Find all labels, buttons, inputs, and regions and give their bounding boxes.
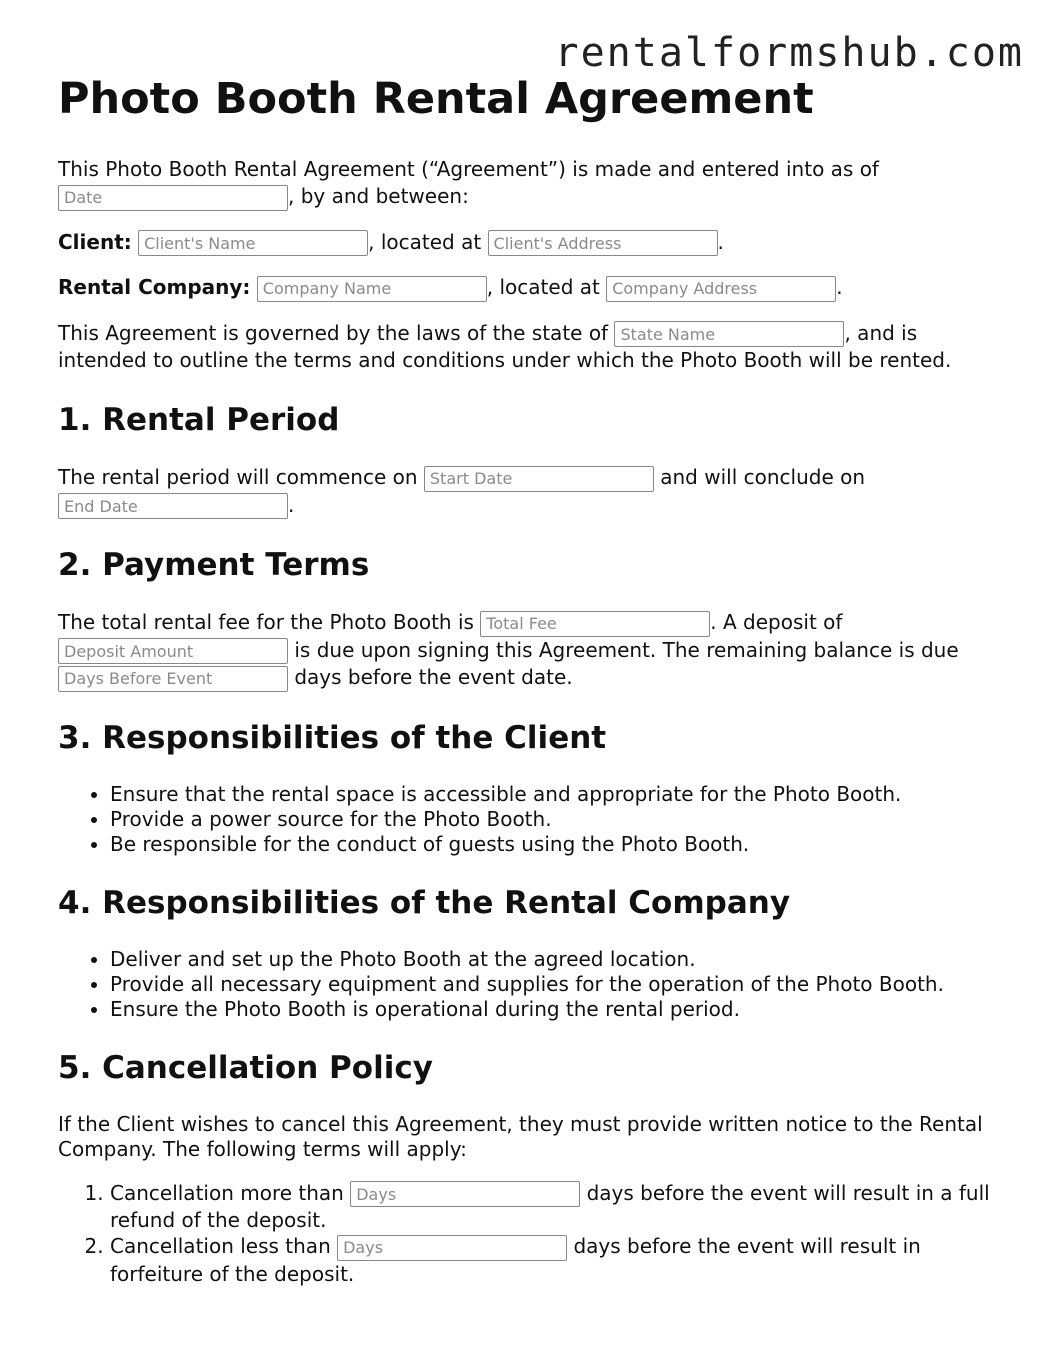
state-input[interactable] bbox=[614, 321, 844, 347]
agreement-document bbox=[58, 70, 998, 1305]
list-item: • Provide a power source for the Photo Booth. bbox=[110, 807, 998, 832]
client-end: . bbox=[717, 229, 724, 254]
start-date-input[interactable] bbox=[424, 466, 654, 492]
end-date-input[interactable] bbox=[58, 493, 288, 519]
section-heading-payment-terms: 2. Payment Terms bbox=[58, 547, 370, 583]
company-responsibilities-list bbox=[58, 947, 998, 1022]
governing-text: This Agreement is governed by the laws of the state of bbox=[58, 320, 609, 345]
list-item: • Deliver and set up the Photo Booth at the agreed location. bbox=[110, 947, 998, 972]
intro-text-after: , by and between: bbox=[288, 184, 469, 208]
cancellation-less-days-input[interactable] bbox=[337, 1235, 567, 1261]
section-heading-rental-period: 1. Rental Period bbox=[58, 402, 340, 438]
rental-period-paragraph bbox=[58, 464, 998, 519]
rental-period-end: . bbox=[288, 492, 295, 517]
list-item: • Provide all necessary equipment and supplies for the operation of the Photo Booth. bbox=[110, 972, 998, 997]
cancellation-less-text: Cancellation less than bbox=[110, 1234, 331, 1258]
company-end: . bbox=[836, 275, 843, 299]
watermark: rentalformshub.com bbox=[554, 30, 1024, 76]
company-line bbox=[58, 274, 998, 302]
client-responsibilities-list bbox=[58, 782, 998, 857]
list-item: • Be responsible for the conduct of guests using the Photo Booth. bbox=[110, 832, 998, 857]
page-title: Photo Booth Rental Agreement bbox=[58, 74, 814, 124]
payment-text: The total rental fee for the Photo Booth is bbox=[58, 610, 474, 634]
governing-text-after: , and is intended to outline the terms and conditions under which the Photo Booth will be rented. bbox=[58, 320, 952, 372]
client-address-input[interactable] bbox=[488, 230, 718, 256]
company-address-input[interactable] bbox=[606, 276, 836, 302]
deposit-amount-input[interactable] bbox=[58, 638, 288, 664]
cancellation-terms-list bbox=[58, 1180, 998, 1287]
company-located-at: , located at bbox=[486, 275, 600, 299]
section-heading-cancellation-policy: 5. Cancellation Policy bbox=[58, 1049, 433, 1086]
client-line bbox=[58, 229, 998, 257]
rental-period-middle: and will conclude on bbox=[660, 465, 866, 489]
cancellation-more-after: days before the event will result in a full refund of the deposit. bbox=[110, 1180, 990, 1232]
client-name-input[interactable] bbox=[138, 230, 368, 256]
company-label: Rental Company: bbox=[58, 275, 251, 299]
client-located-at: , located at bbox=[368, 229, 482, 254]
payment-paragraph bbox=[58, 609, 998, 692]
intro-text: This Photo Booth Rental Agreement (“Agreement”) is made and entered into as of bbox=[58, 157, 879, 181]
cancellation-more-text: Cancellation more than bbox=[110, 1180, 344, 1205]
client-label: Client: bbox=[58, 229, 132, 254]
days-before-event-input[interactable] bbox=[58, 666, 288, 692]
payment-after-text: days before the event date. bbox=[294, 665, 573, 689]
list-item: • Ensure that the rental space is accessible and appropriate for the Photo Booth. bbox=[110, 782, 998, 807]
company-name-input[interactable] bbox=[257, 276, 487, 302]
cancellation-intro: If the Client wishes to cancel this Agreement, they must provide written notice to the Rental Company. The following terms will apply: bbox=[58, 1111, 983, 1161]
total-fee-input[interactable] bbox=[480, 611, 710, 637]
list-item bbox=[110, 1233, 998, 1287]
cancellation-more-days-input[interactable] bbox=[350, 1181, 580, 1207]
cancellation-less-after: days before the event will result in forfeiture of the deposit. bbox=[110, 1234, 921, 1286]
rental-period-text: The rental period will commence on bbox=[58, 465, 418, 489]
list-item bbox=[110, 1180, 998, 1234]
date-input[interactable] bbox=[58, 185, 288, 211]
section-heading-company-responsibilities: 4. Responsibilities of the Rental Company bbox=[58, 884, 791, 921]
intro-paragraph bbox=[58, 156, 998, 211]
section-heading-client-responsibilities: 3. Responsibilities of the Client bbox=[58, 719, 607, 756]
payment-deposit-text: . A deposit of bbox=[710, 610, 843, 634]
governing-paragraph bbox=[58, 320, 998, 375]
payment-balance-text: is due upon signing this Agreement. The remaining balance is due bbox=[294, 637, 959, 662]
list-item: • Ensure the Photo Booth is operational during the rental period. bbox=[110, 997, 998, 1022]
